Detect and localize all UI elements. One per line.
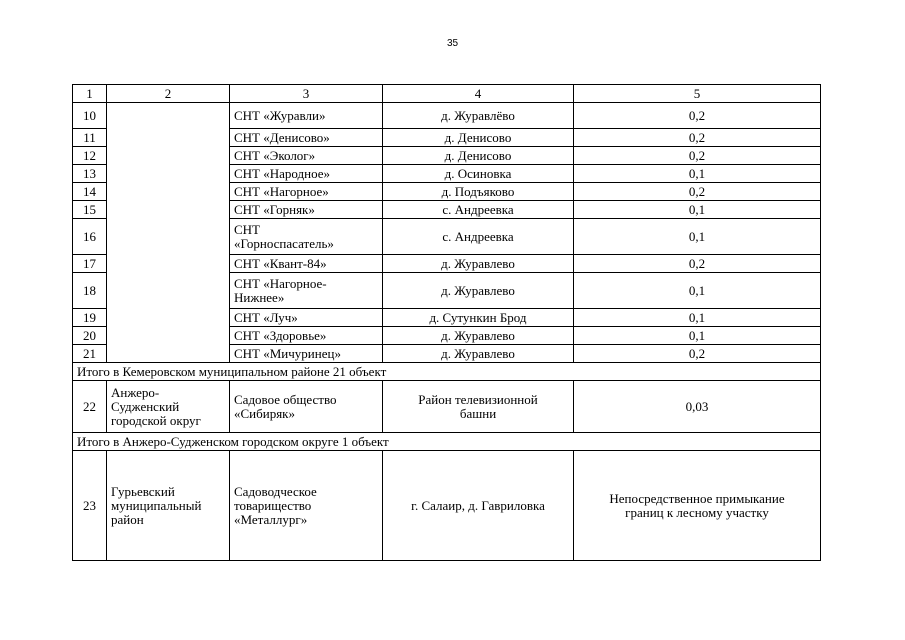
row-number: 16 [73, 219, 107, 255]
site-location: д. Журавлево [383, 327, 574, 345]
site-name: СНТ «Мичуринец» [230, 345, 383, 363]
site-value: 0,1 [574, 309, 821, 327]
row-number: 19 [73, 309, 107, 327]
header-col-2: 2 [107, 85, 230, 103]
site-location: д. Подъяково [383, 183, 574, 201]
site-value-line: границ к лесному участку [625, 504, 769, 520]
site-name: СНТ «Горняк» [230, 201, 383, 219]
district-line: городской округ [111, 412, 201, 428]
row-number: 20 [73, 327, 107, 345]
summary-row [73, 433, 821, 451]
table-row [73, 451, 821, 561]
summary-row [73, 363, 821, 381]
site-location: д. Осиновка [383, 165, 574, 183]
site-name: СНТ «Здоровье» [230, 327, 383, 345]
district-line: район [111, 511, 144, 527]
site-location-line: Район телевизионной [418, 391, 538, 407]
district-line: Судженский [111, 398, 180, 414]
site-location: д. Журавлево [383, 273, 574, 309]
site-name-line: «Сибиряк» [234, 405, 295, 421]
row-number: 14 [73, 183, 107, 201]
site-value: 0,2 [574, 103, 821, 129]
header-row [73, 85, 821, 103]
site-name: СНТ «Нагорное» [230, 183, 383, 201]
summary-anzhero: Итого в Анжеро-Судженском городском округе 1 объект [73, 433, 821, 451]
sites-table [72, 84, 821, 561]
site-value: 0,2 [574, 183, 821, 201]
site-name: СНТ «Эколог» [230, 147, 383, 165]
site-value-line: Непосредственное примыкание [609, 490, 785, 506]
site-name-line: Нижнее» [234, 289, 285, 305]
row-number: 13 [73, 165, 107, 183]
row-number: 18 [73, 273, 107, 309]
site-name-line: товарищество [234, 497, 312, 513]
row-number: 11 [73, 129, 107, 147]
row-number: 23 [73, 451, 107, 561]
site-name: СНТ «Квант-84» [230, 255, 383, 273]
site-value [574, 451, 821, 561]
header-col-1: 1 [73, 85, 107, 103]
site-name: СНТ «Народное» [230, 165, 383, 183]
site-location [383, 381, 574, 433]
site-location: с. Андреевка [383, 201, 574, 219]
table-row [73, 103, 821, 129]
table-row [73, 381, 821, 433]
site-value: 0,2 [574, 129, 821, 147]
site-location: г. Салаир, д. Гавриловка [383, 451, 574, 561]
site-location-line: башни [459, 405, 497, 421]
site-value: 0,1 [574, 201, 821, 219]
row-number: 12 [73, 147, 107, 165]
row-number: 22 [73, 381, 107, 433]
site-location: д. Журавлево [383, 345, 574, 363]
district-line: Гурьевский [111, 483, 175, 499]
site-value: 0,1 [574, 165, 821, 183]
site-name: СНТ «Журавли» [230, 103, 383, 129]
site-name-line: Садоводческое [234, 483, 317, 499]
summary-kemerovo: Итого в Кемеровском муниципальном районе 21 объект [73, 363, 821, 381]
row-number: 17 [73, 255, 107, 273]
site-location: с. Андреевка [383, 219, 574, 255]
district-line: Анжеро- [111, 384, 160, 400]
district-line: муниципальный [111, 497, 202, 513]
site-location: д. Денисово [383, 147, 574, 165]
site-name-line: СНТ [234, 221, 260, 237]
site-location: д. Журавлево [383, 255, 574, 273]
site-value: 0,1 [574, 327, 821, 345]
district-name [107, 451, 230, 561]
site-name [230, 219, 383, 255]
site-value: 0,1 [574, 219, 821, 255]
site-name [230, 381, 383, 433]
site-name: СНТ «Луч» [230, 309, 383, 327]
district-name [107, 381, 230, 433]
site-value: 0,2 [574, 345, 821, 363]
site-value: 0,1 [574, 273, 821, 309]
site-name-line: СНТ «Нагорное- [234, 275, 327, 291]
site-name [230, 451, 383, 561]
site-location: д. Сутункин Брод [383, 309, 574, 327]
row-number: 15 [73, 201, 107, 219]
header-col-3: 3 [230, 85, 383, 103]
site-name-line: «Горноспасатель» [234, 235, 334, 251]
district-cell-empty [107, 103, 230, 363]
site-name-line: Садовое общество [234, 391, 337, 407]
site-name [230, 273, 383, 309]
header-col-5: 5 [574, 85, 821, 103]
header-col-4: 4 [383, 85, 574, 103]
site-name: СНТ «Денисово» [230, 129, 383, 147]
row-number: 21 [73, 345, 107, 363]
site-value: 0,2 [574, 147, 821, 165]
page-number: 35 [446, 38, 459, 49]
site-value: 0,2 [574, 255, 821, 273]
site-location: д. Денисово [383, 129, 574, 147]
site-name-line: «Металлург» [234, 511, 308, 527]
site-value: 0,03 [574, 381, 821, 433]
site-location: д. Журавлёво [383, 103, 574, 129]
row-number: 10 [73, 103, 107, 129]
